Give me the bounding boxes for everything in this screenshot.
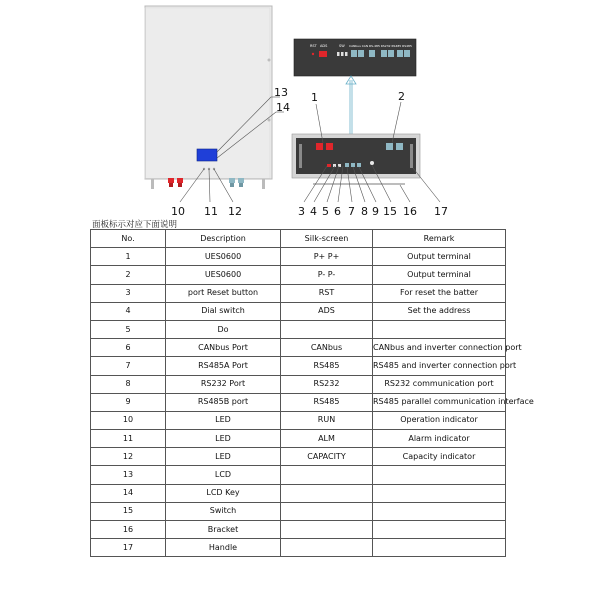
table-row xyxy=(91,284,506,302)
table-row xyxy=(91,411,506,429)
cell-silk-screen: RST xyxy=(281,284,373,302)
callout-14: 14 xyxy=(276,101,290,114)
panel-inset xyxy=(294,39,416,76)
callout-10: 10 xyxy=(171,205,185,218)
cell-silk-screen xyxy=(281,539,373,557)
callout-13: 13 xyxy=(274,86,288,99)
cell-no: 1 xyxy=(91,248,166,266)
cell-silk-screen: RS485 xyxy=(281,393,373,411)
cell-description: LCD xyxy=(166,466,281,484)
cell-description: Handle xyxy=(166,539,281,557)
cell-no: 6 xyxy=(91,339,166,357)
zoom-arrow xyxy=(346,76,356,134)
cell-remark: RS485 and inverter connection port xyxy=(373,357,506,375)
cell-description: LED xyxy=(166,448,281,466)
cell-no: 9 xyxy=(91,393,166,411)
cell-remark: Set the address xyxy=(373,302,506,320)
cell-description: LCD Key xyxy=(166,484,281,502)
panel-caption: 面板标示对应下面说明 xyxy=(92,220,178,230)
cell-silk-screen: CANbus xyxy=(281,339,373,357)
cell-silk-screen xyxy=(281,521,373,539)
cell-description: RS485A Port xyxy=(166,357,281,375)
callout-9: 9 xyxy=(372,205,379,218)
callout-11: 11 xyxy=(204,205,218,218)
cell-description: RS232 Port xyxy=(166,375,281,393)
cell-no: 10 xyxy=(91,411,166,429)
battery-cabinet-front xyxy=(145,6,272,189)
callout-2: 2 xyxy=(398,90,405,103)
table-row xyxy=(91,430,506,448)
table-row xyxy=(91,357,506,375)
battery-top-panel xyxy=(292,134,420,185)
callout-6: 6 xyxy=(334,205,341,218)
cell-remark xyxy=(373,466,506,484)
table-row xyxy=(91,266,506,284)
cell-remark xyxy=(373,502,506,520)
cell-no: 7 xyxy=(91,357,166,375)
callout-1: 1 xyxy=(311,91,318,104)
callout-12: 12 xyxy=(228,205,242,218)
table-row xyxy=(91,302,506,320)
inset-ads-label: ADS xyxy=(320,44,328,48)
spec-table xyxy=(90,229,534,557)
header-no: No. xyxy=(91,230,166,248)
inset-rst-label: RST xyxy=(310,44,317,48)
table-row xyxy=(91,448,506,466)
cell-silk-screen: P- P- xyxy=(281,266,373,284)
table-row xyxy=(91,375,506,393)
table-row xyxy=(91,466,506,484)
table-header-row xyxy=(91,230,506,248)
cell-remark: Capacity indicator xyxy=(373,448,506,466)
cell-no: 13 xyxy=(91,466,166,484)
cell-no: 15 xyxy=(91,502,166,520)
cell-description: Do xyxy=(166,320,281,338)
cell-remark: RS485 parallel communication interface xyxy=(373,393,506,411)
cell-silk-screen xyxy=(281,320,373,338)
table-row xyxy=(91,521,506,539)
cell-description: RS485B port xyxy=(166,393,281,411)
callout-15: 15 xyxy=(383,205,397,218)
lcd-screen xyxy=(197,149,217,161)
callout-8: 8 xyxy=(361,205,368,218)
table-row xyxy=(91,339,506,357)
cell-description: CANbus Port xyxy=(166,339,281,357)
cell-description: Switch xyxy=(166,502,281,520)
cell-silk-screen: CAPACITY xyxy=(281,448,373,466)
cell-description: UES0600 xyxy=(166,266,281,284)
header-remark: Remark xyxy=(373,230,506,248)
cell-silk-screen: ALM xyxy=(281,430,373,448)
callout-5: 5 xyxy=(322,205,329,218)
cell-description: UES0600 xyxy=(166,248,281,266)
callout-17: 17 xyxy=(434,205,448,218)
cell-remark: CANbus and inverter connection port xyxy=(373,339,506,357)
callout-7: 7 xyxy=(348,205,355,218)
header-description: Description xyxy=(166,230,281,248)
cell-no: 4 xyxy=(91,302,166,320)
cell-description: port Reset button xyxy=(166,284,281,302)
inset-ports-label: CANbus CAN RS-485 RS232 RS485 RS485 xyxy=(349,44,412,48)
header-silk-screen: Silk-screen xyxy=(281,230,373,248)
cell-no: 12 xyxy=(91,448,166,466)
cell-remark: For reset the batter xyxy=(373,284,506,302)
cell-no: 17 xyxy=(91,539,166,557)
battery-diagram xyxy=(0,0,600,230)
cell-no: 11 xyxy=(91,430,166,448)
callout-4: 4 xyxy=(310,205,317,218)
cell-remark xyxy=(373,320,506,338)
cell-silk-screen xyxy=(281,502,373,520)
cell-no: 8 xyxy=(91,375,166,393)
cell-remark xyxy=(373,521,506,539)
cell-silk-screen: RS485 xyxy=(281,357,373,375)
cell-remark: Operation indicator xyxy=(373,411,506,429)
cell-no: 16 xyxy=(91,521,166,539)
cell-silk-screen: P+ P+ xyxy=(281,248,373,266)
cell-remark: Alarm indicator xyxy=(373,430,506,448)
cell-description: Bracket xyxy=(166,521,281,539)
cell-silk-screen: ADS xyxy=(281,302,373,320)
cell-silk-screen: RUN xyxy=(281,411,373,429)
table-row xyxy=(91,502,506,520)
cell-description: LED xyxy=(166,411,281,429)
cell-remark: RS232 communication port xyxy=(373,375,506,393)
cell-description: Dial switch xyxy=(166,302,281,320)
cell-no: 14 xyxy=(91,484,166,502)
table-row xyxy=(91,393,506,411)
cell-remark: Output terminal xyxy=(373,248,506,266)
table-row xyxy=(91,320,506,338)
cell-remark: Output terminal xyxy=(373,266,506,284)
table-row xyxy=(91,539,506,557)
cell-no: 3 xyxy=(91,284,166,302)
cell-remark xyxy=(373,539,506,557)
callout-3: 3 xyxy=(298,205,305,218)
cell-description: LED xyxy=(166,430,281,448)
cell-no: 2 xyxy=(91,266,166,284)
terminal-positive-2 xyxy=(177,178,183,183)
cell-silk-screen: RS232 xyxy=(281,375,373,393)
cell-remark xyxy=(373,484,506,502)
table-row xyxy=(91,484,506,502)
table-row xyxy=(91,248,506,266)
cell-silk-screen xyxy=(281,466,373,484)
cell-no: 5 xyxy=(91,320,166,338)
terminal-negative xyxy=(229,178,235,183)
terminal-positive xyxy=(168,178,174,183)
callout-16: 16 xyxy=(403,205,417,218)
terminal-negative-2 xyxy=(238,178,244,183)
cell-silk-screen xyxy=(281,484,373,502)
inset-sw-label: SW xyxy=(339,44,345,48)
